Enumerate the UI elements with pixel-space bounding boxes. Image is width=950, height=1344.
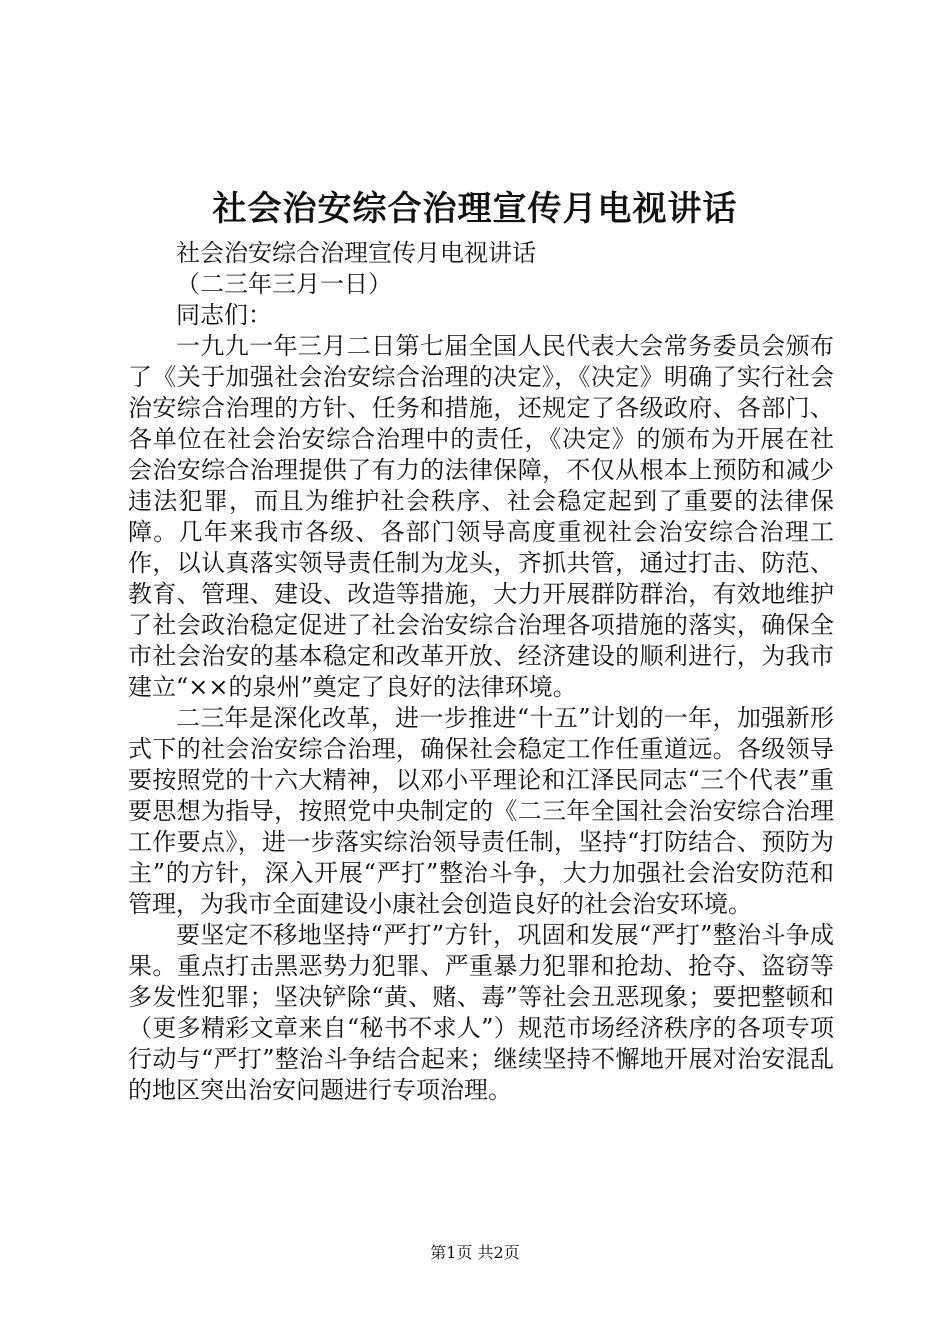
- document-body: [128, 238, 834, 1106]
- document-date: （二三年三月一日）: [176, 270, 392, 298]
- paragraph: 二三年是深化改革，进一步推进“十五”计划的一年，加强新形式下的社会治安综合治理，确保社会稳定工作任重道远。各级领导要按照党的十六大精神，以邓小平理论和江泽民同志“三个代表”重要思想为指导，按照党中央制定的《二三年全国社会治安综合治理工作要点》，进一步落实综治领导责任制，坚持“打防结合、预防为主”的方针，深入开展“严打”整治斗争，大力加强社会治安防范和管理，为我市全面建设小康社会创造良好的社会治安环境。: [128, 704, 834, 918]
- paragraph: 要坚定不移地坚持“严打”方针，巩固和发展“严打”整治斗争成果。重点打击黑恶势力犯罪、严重暴力犯罪和抢劫、抢夺、盗窃等多发性犯罪；坚决铲除“黄、赌、毒”等社会丑恶现象；要把整顿和（更多精彩文章来自“秘书不求人”）规范市场经济秩序的各项专项行动与“严打”整治斗争结合起来；继续坚持不懈地开展对治安混乱的地区突出治安问题进行专项治理。: [128, 921, 834, 1104]
- salutation: 同志们：: [176, 301, 272, 329]
- document-title: 社会治安综合治理宣传月电视讲话: [212, 189, 738, 229]
- paragraph: 一九九一年三月二日第七届全国人民代表大会常务委员会颁布了《关于加强社会治安综合治理的决定》，《决定》明确了实行社会治安综合治理的方针、任务和措施，还规定了各级政府、各部门、各单位在社会治安综合治理中的责任，《决定》的颁布为开展在社会治安综合治理提供了有力的法律保障，不仅从根本上预防和减少违法犯罪，而且为维护社会秩序、社会稳定起到了重要的法律保障。几年来我市各级、各部门领导高度重视社会治安综合治理工作，以认真落实领导责任制为龙头，齐抓共管，通过打击、防范、教育、管理、建设、改造等措施，大力开展群防群治，有效地维护了社会政治稳定促进了社会治安综合治理各项措施的落实，确保全市社会治安的基本稳定和改革开放、经济建设的顺利进行，为我市建立“××的泉州”奠定了良好的法律环境。: [128, 332, 834, 701]
- document-subtitle: 社会治安综合治理宣传月电视讲话: [176, 239, 536, 267]
- page-footer: 第1页 共2页: [430, 1243, 520, 1262]
